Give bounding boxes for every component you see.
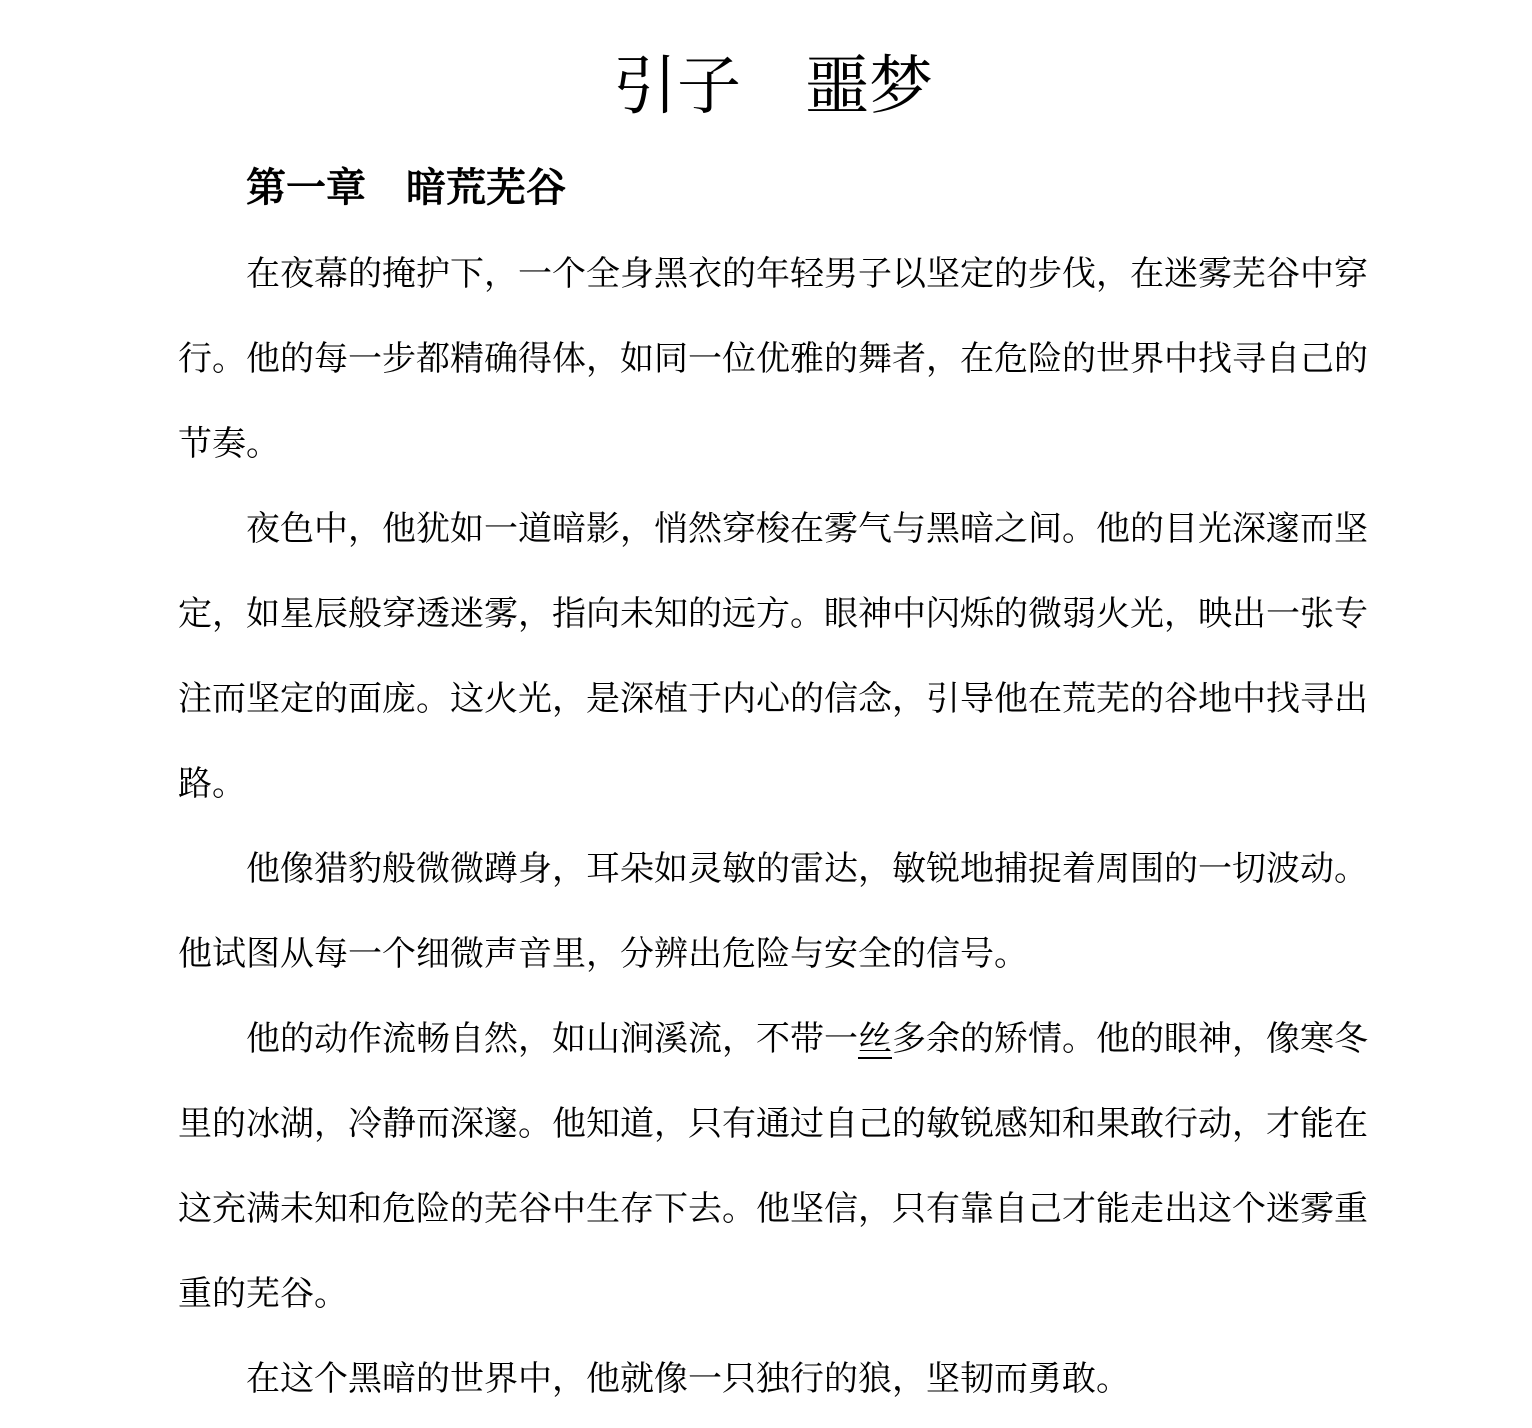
document-body	[178, 232, 1368, 1422]
paragraph-4-text-post: 多余的矫情。他的眼神，像寒冬里的冰湖，冷静而深邃。他知道，只有通过自己的敏锐感知和果敢行动，才能在这充满未知和危险的芜谷中生存下去。他坚信，只有靠自己才能走出这个迷雾重重的芜谷。	[178, 1020, 1368, 1313]
paragraph-3: 他像猎豹般微微蹲身，耳朵如灵敏的雷达，敏锐地捕捉着周围的一切波动。他试图从每一个细微声音里，分辨出危险与安全的信号。	[178, 850, 1368, 973]
paragraph-2: 夜色中，他犹如一道暗影，悄然穿梭在雾气与黑暗之间。他的目光深邃而坚定，如星辰般穿透迷雾，指向未知的远方。眼神中闪烁的微弱火光，映出一张专注而坚定的面庞。这火光，是深植于内心的信念，引导他在荒芜的谷地中找寻出路。	[178, 510, 1368, 803]
paragraph-1: 在夜幕的掩护下，一个全身黑衣的年轻男子以坚定的步伐，在迷雾芜谷中穿行。他的每一步都精确得体，如同一位优雅的舞者，在危险的世界中找寻自己的节奏。	[178, 255, 1368, 463]
paragraph-5: 在这个黑暗的世界中，他就像一只独行的狼，坚韧而勇敢。	[246, 1360, 1130, 1398]
document-title: 引子 噩梦	[613, 50, 933, 122]
chapter-heading: 第一章 暗荒芜谷	[246, 166, 566, 210]
underlined-word: 丝	[858, 1020, 892, 1058]
paragraph-4	[178, 997, 1368, 1337]
paragraph-4-text-pre: 他的动作流畅自然，如山涧溪流，不带一	[246, 1020, 858, 1058]
